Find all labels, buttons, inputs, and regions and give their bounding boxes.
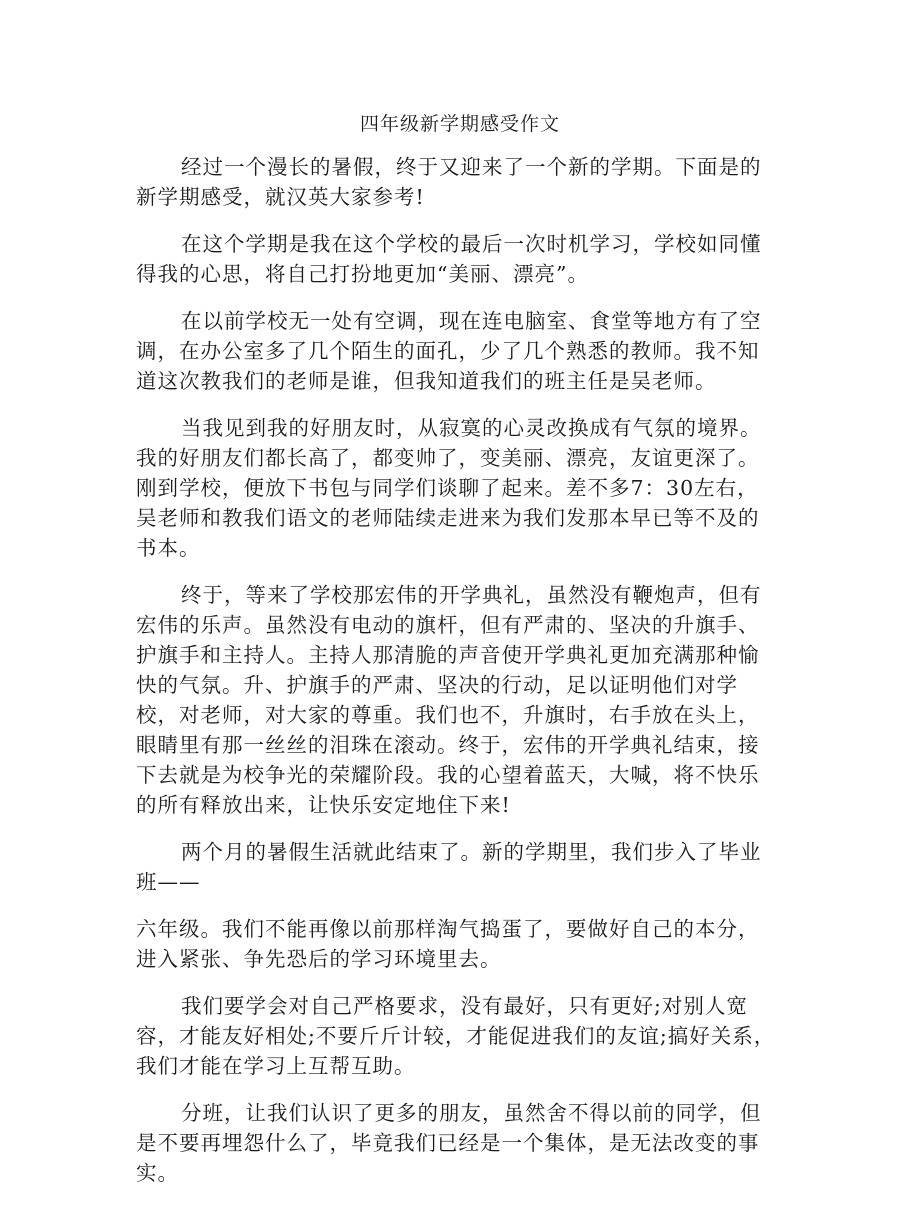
document-body xyxy=(136,152,776,1205)
paragraph-8: 我们要学会对自己严格要求，没有最好，只有更好;对别人宽容，才能友好相处;不要斤斤计较，才能促进我们的友谊;搞好关系，我们才能在学习上互帮互助。 xyxy=(136,994,776,1078)
paragraph-4: 当我见到我的好朋友时，从寂寞的心灵改换成有气氛的境界。我的好朋友们都长高了，都变帅了，变美丽、漂亮，友谊更深了。刚到学校，便放下书包与同学们谈聊了起来。差不多7：30左右，吴老师和教我们语文的老师陆续走进来为我们发那本早已等不及的书本。 xyxy=(136,416,762,560)
document-title: 四年级新学期感受作文 xyxy=(359,113,560,135)
paragraph-9: 分班，让我们认识了更多的朋友，虽然舍不得以前的同学，但是不要再埋怨什么了，毕竟我们已经是一个集体，是无法改变的事实。 xyxy=(136,1101,762,1185)
paragraph-6: 两个月的暑假生活就此结束了。新的学期里，我们步入了毕业班—— xyxy=(136,840,762,894)
paragraph-7: 六年级。我们不能再像以前那样淘气捣蛋了，要做好自己的本分，进入紧张、争先恐后的学习环境里去。 xyxy=(136,917,760,971)
paragraph-5: 终于，等来了学校那宏伟的开学典礼，虽然没有鞭炮声，但有宏伟的乐声。虽然没有电动的旗杆，但有严肃的、坚决的升旗手、护旗手和主持人。主持人那清脆的声音使开学典礼更加充满那种愉快的气氛。升、护旗手的严肃、坚决的行动，足以证明他们对学校，对老师，对大家的尊重。我们也不，升旗时，右手放在头上，眼睛里有那一丝丝的泪珠在滚动。终于，宏伟的开学典礼结束，接下去就是为校争光的荣耀阶段。我的心望着蓝天，大喊，将不快乐的所有释放出来，让快乐安定地住下来! xyxy=(136,583,762,817)
paragraph-1: 经过一个漫长的暑假，终于又迎来了一个新的学期。下面是的新学期感受，就汉英大家参考! xyxy=(136,155,762,209)
paragraph-2: 在这个学期是我在这个学校的最后一次时机学习，学校如同懂得我的心思，将自己打扮地更加“美丽、漂亮”。 xyxy=(136,232,762,286)
paragraph-3: 在以前学校无一处有空调，现在连电脑室、食堂等地方有了空调，在办公室多了几个陌生的面孔，少了几个熟悉的教师。我不知道这次教我们的老师是谁，但我知道我们的班主任是吴老师。 xyxy=(136,309,762,393)
